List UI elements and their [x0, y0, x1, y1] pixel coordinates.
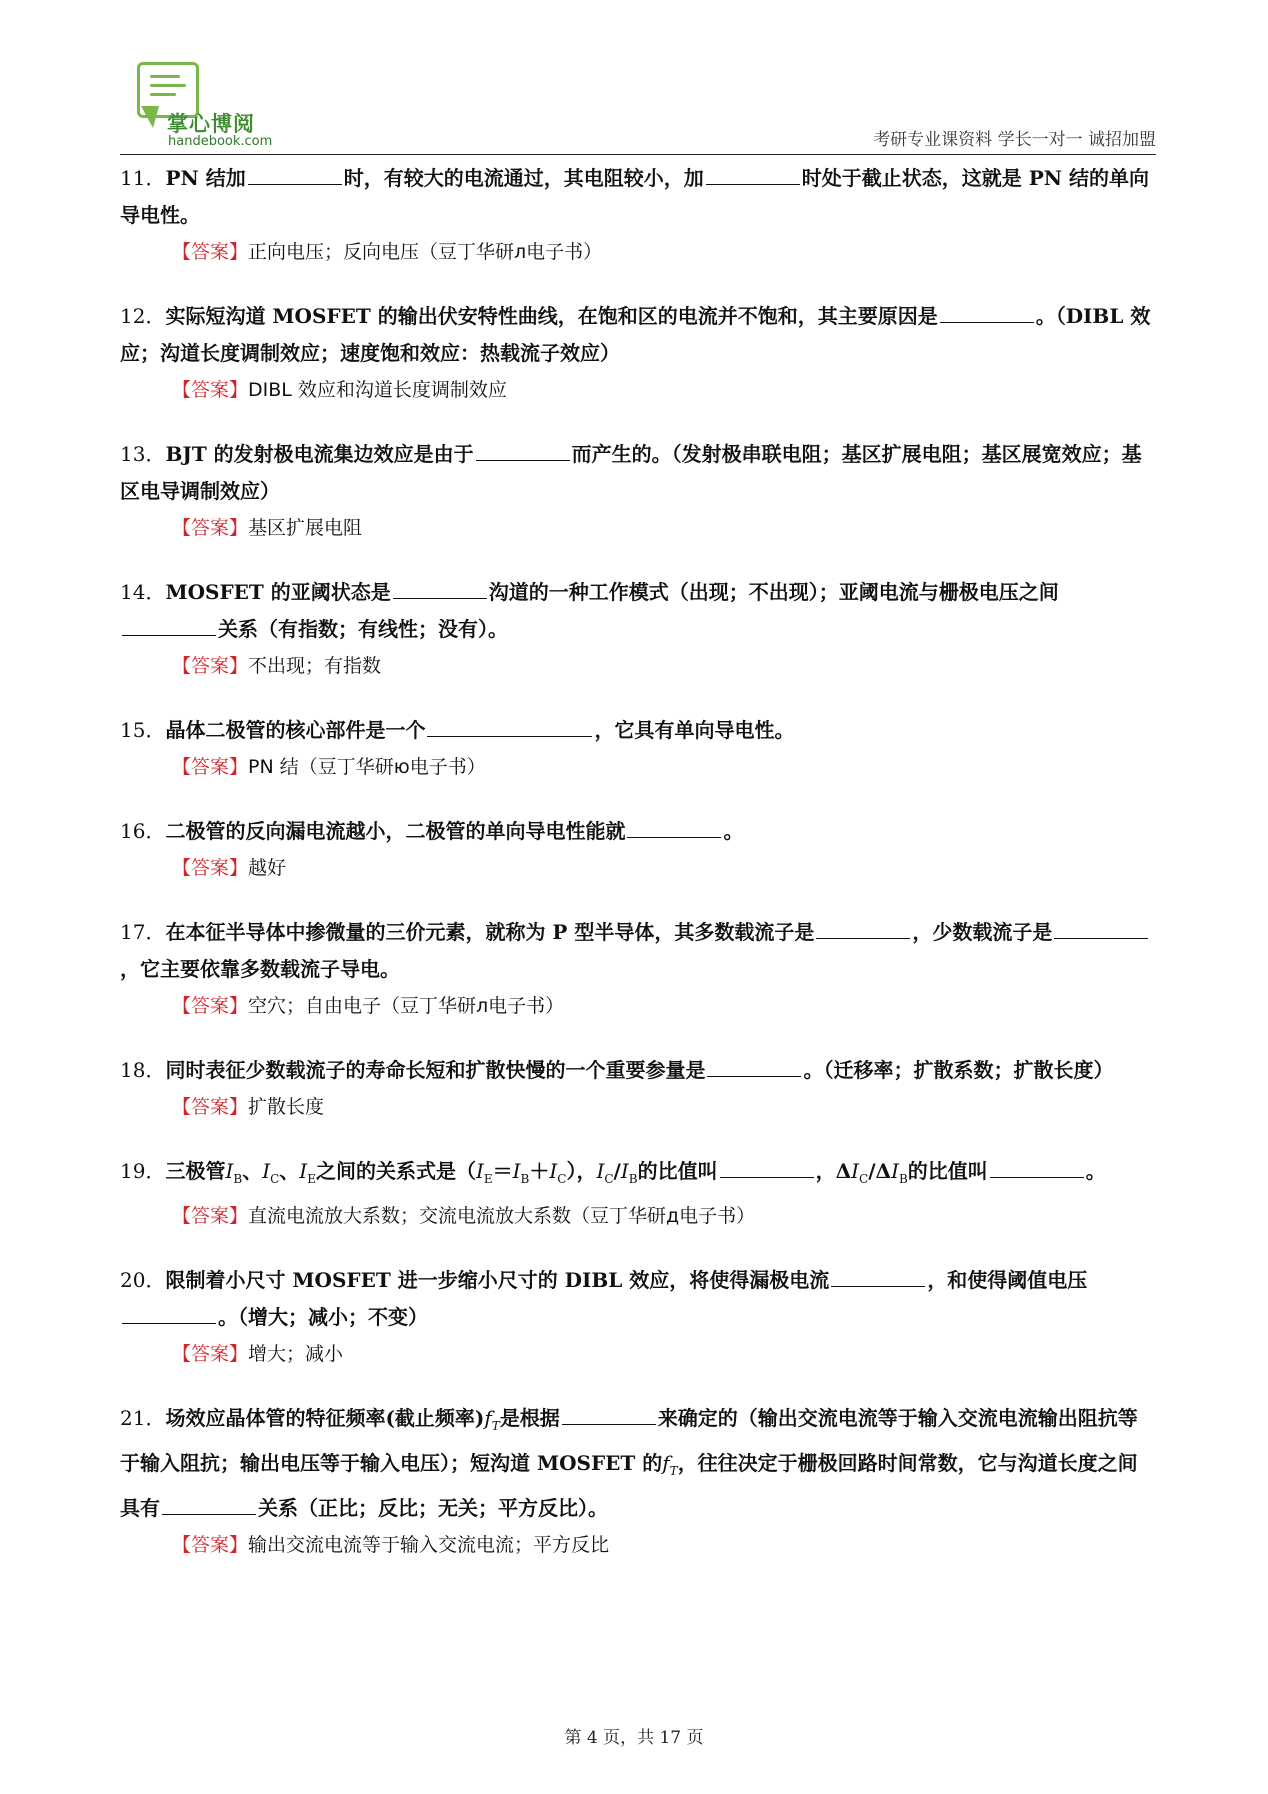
answer-blank — [122, 615, 216, 636]
question-text: 13．BJT 的发射极电流集边效应是由于 而产生的。（发射极串联电阻；基区扩展电阻；基区展宽效应；基区电导调制效应） — [120, 442, 1142, 503]
answer-blank — [940, 302, 1034, 323]
question-text: 17．在本征半导体中掺微量的三价元素，就称为 P 型半导体，其多数载流子是 ，少数载流子是，它主要依靠多数载流子导电。 — [120, 914, 1156, 988]
answer-blank — [162, 1494, 256, 1515]
answer-blank — [393, 578, 487, 599]
answer-line: 【答案】不出现；有指数 — [172, 655, 382, 677]
answer-blank — [706, 164, 800, 185]
answer-blank — [720, 1157, 814, 1178]
question-item-19 — [120, 1153, 1156, 1234]
answer-line: 【答案】PN 结（豆丁华研ю电子书） — [172, 756, 486, 778]
question-item-15 — [120, 712, 1156, 785]
answer-blank — [1054, 918, 1148, 939]
answer-blank — [476, 440, 570, 461]
question-text: 12．实际短沟道 MOSFET 的输出伏安特性曲线，在饱和区的电流并不饱和，其主要原因是 。（DIBL 效应；沟道长度调制效应；速度饱和效应：热载流子效应） — [120, 304, 1151, 365]
answer-line: 【答案】空穴；自由电子（豆丁华研л电子书） — [172, 995, 565, 1017]
answer-blank — [831, 1266, 925, 1287]
question-text: 15．晶体二极管的核心部件是一个 ，它具有单向导电性。 — [120, 718, 795, 742]
answer-line: 【答案】正向电压；反向电压（豆丁华研л电子书） — [172, 241, 603, 263]
question-item-18 — [120, 1052, 1156, 1125]
question-text: 20．限制着小尺寸 MOSFET 进一步缩小尺寸的 DIBL 效应，将使得漏极电流 ，和使得阈值电压。（增大；减小；不变） — [120, 1268, 1088, 1329]
question-item-16 — [120, 813, 1156, 886]
header-slogan: 考研专业课资料 学长一对一 诚招加盟 — [873, 130, 1156, 150]
answer-blank — [562, 1404, 656, 1425]
question-item-20 — [120, 1262, 1156, 1372]
question-text: 19．三极管$I_B$、$I_C$、$I_E$之间的关系式是$(I_E=I_B+I_C)$，$I_C/I_B$的比值叫 ，$\Delta I_C/\Delta I_B$的比值叫 。 — [120, 1159, 1106, 1186]
question-item-13 — [120, 436, 1156, 546]
question-item-17 — [120, 914, 1156, 1024]
answer-blank — [122, 1303, 216, 1324]
question-item-21 — [120, 1400, 1156, 1563]
answer-blank — [990, 1157, 1084, 1178]
answer-blank — [816, 918, 910, 939]
answer-blank — [707, 1056, 801, 1077]
answer-blank — [248, 164, 342, 185]
answer-line: 【答案】基区扩展电阻 — [172, 517, 363, 539]
logo-domain: handebook.com — [168, 134, 273, 149]
question-text: 18．同时表征少数载流子的寿命长短和扩散快慢的一个重要参量是 。（迁移率；扩散系数；扩散长度） — [120, 1058, 1114, 1082]
question-text: 16．二极管的反向漏电流越小，二极管的单向导电性能就 。 — [120, 819, 744, 843]
question-text: 11．PN 结加 时，有较大的电流通过，其电阻较小，加 时处于截止状态，这就是 PN 结的单向导电性。 — [120, 166, 1149, 227]
answer-line: 【答案】增大；减小 — [172, 1343, 344, 1365]
answer-tag: 【答案】 — [172, 241, 249, 263]
answer-blank — [427, 716, 592, 737]
question-text: 14．MOSFET 的亚阈状态是 沟道的一种工作模式（出现；不出现）；亚阈电流与栅极电压之间关系（有指数；有线性；没有）。 — [120, 580, 1059, 641]
answer-line: 【答案】DIBL 效应和沟道长度调制效应 — [172, 379, 507, 401]
question-list — [120, 160, 1156, 1591]
question-item-11 — [120, 160, 1156, 270]
question-text: 21．场效应晶体管的特征频率(截止频率)$f_T$是根据 来确定的（输出交流电流等于输入交流电流输出阻抗等于输入阻抗；输出电压等于输入电压）；短沟道 MOSFET 的$f_T$，往往决定于栅极回路时间常数，它与沟道长度之间具有 关系（正比；反比；无关；平方反比）。 — [120, 1406, 1138, 1520]
question-item-12 — [120, 298, 1156, 408]
answer-line: 【答案】扩散长度 — [172, 1096, 325, 1118]
page-number: 第 4 页，共 17 页 — [564, 1728, 704, 1748]
logo-chinese-name: 掌心博阅 — [167, 112, 255, 136]
answer-line: 【答案】越好 — [172, 857, 287, 879]
answer-blank — [627, 817, 721, 838]
header-divider — [120, 154, 1156, 155]
answer-line: 【答案】输出交流电流等于输入交流电流；平方反比 — [172, 1534, 610, 1556]
question-item-14 — [120, 574, 1156, 684]
handebook-logo — [135, 62, 285, 149]
answer-line: 【答案】直流电流放大系数；交流电流放大系数（豆丁华研д电子书） — [172, 1205, 756, 1227]
